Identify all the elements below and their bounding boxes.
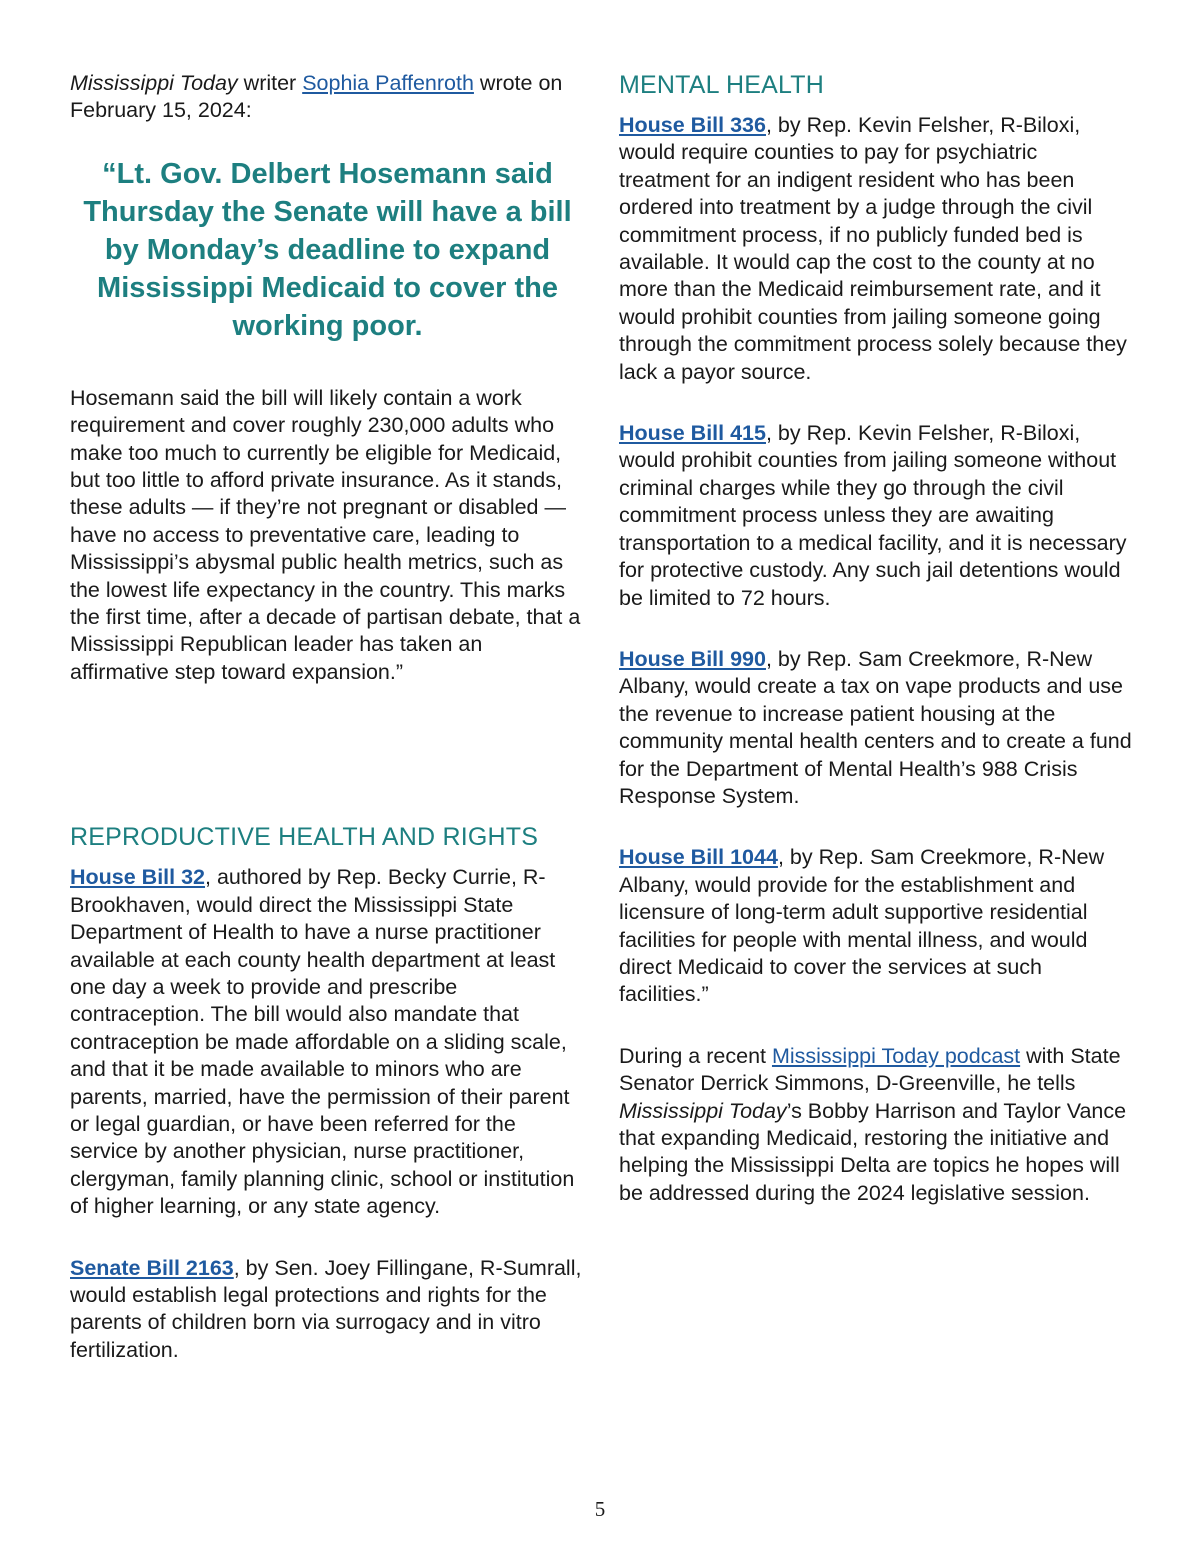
bill-description: , by Sen. Joey Fillingane, R-Sumrall, would establish legal protections and rights for the parents of children born via surrogacy and in vitro fertilization. xyxy=(70,1255,582,1362)
podcast-text-after: ’s Bobby Harrison and Taylor Vance that expanding Medicaid, restoring the initiative and helping the Mississippi Delta are topics he hopes will be addressed during the 2024 legislative session. xyxy=(619,1098,1127,1205)
intro-text-date: wrote on February 15, 2024: xyxy=(70,71,563,123)
bill-paragraph xyxy=(619,844,1134,1008)
left-column xyxy=(70,70,585,1398)
bill-description: , by Rep. Sam Creekmore, R-New Albany, would create a tax on vape products and use the revenue to increase patient housing at the community mental health centers and to create a fund for the Department of Mental Health’s 988 Crisis Response System. xyxy=(619,646,1132,808)
podcast-paragraph xyxy=(619,1043,1134,1207)
section-heading-mental-health: MENTAL HEALTH xyxy=(619,71,824,99)
bill-paragraph xyxy=(619,420,1134,612)
intro-text-writer: writer xyxy=(237,71,303,95)
bill-link-house-990[interactable]: House Bill 990 xyxy=(619,646,766,671)
page-number: 5 xyxy=(594,1497,606,1521)
podcast-text-mid: with State Senator Derrick Simmons, D-Greenville, he tells xyxy=(619,1043,1121,1096)
bill-paragraph xyxy=(70,1255,585,1365)
bill-link-senate-2163[interactable]: Senate Bill 2163 xyxy=(70,1255,234,1280)
author-link[interactable]: Sophia Paffenroth xyxy=(302,71,474,95)
bill-paragraph xyxy=(619,646,1134,810)
publication-name: Mississippi Today xyxy=(70,71,238,95)
pull-quote: “Lt. Gov. Delbert Hosemann said Thursday the Senate will have a bill by Monday’s deadline to expand Mississippi Medicaid to cover the working poor. xyxy=(83,157,572,342)
bill-paragraph xyxy=(619,112,1134,386)
podcast-text-before: During a recent xyxy=(619,1043,772,1068)
bill-description: , authored by Rep. Becky Currie, R-Brookhaven, would direct the Mississippi State Department of Health to have a nurse practitioner available at each county health department at least one day a week to provide and prescribe contraception. The bill would also mandate that contraception be made affordable on a sliding scale, and that it be made available to minors who are parents, married, have the permission of their parent or legal guardian, or have been referred for the service by another physician, nurse practitioner, clergyman, family planning clinic, school or institution of higher learning, or any state agency. xyxy=(70,865,575,1219)
bill-description: , by Rep. Kevin Felsher, R-Biloxi, would require counties to pay for psychiatric treatment for an indigent resident who has been ordered into treatment by a judge through the civil commitment process, if no publicly funded bed is available. It would cap the cost to the county at no more than the Medicaid reimbursement rate, and it would prohibit counties from jailing someone going through the commitment process solely because they lack a payor source. xyxy=(619,113,1127,384)
podcast-link[interactable]: Mississippi Today podcast xyxy=(771,1043,1021,1068)
section-heading-reproductive: REPRODUCTIVE HEALTH AND RIGHTS xyxy=(70,823,539,852)
intro-paragraph xyxy=(70,70,585,125)
bill-description: , by Rep. Kevin Felsher, R-Biloxi, would prohibit counties from jailing someone without criminal charges while they go through the civil commitment process unless they are awaiting transportation to a medical facility, and it is necessary for protective custody. Any such jail detentions would be limited to 72 hours. xyxy=(619,421,1127,610)
bill-paragraph xyxy=(70,864,585,1220)
bill-description: , by Rep. Sam Creekmore, R-New Albany, would provide for the establishment and licensure of long-term adult supportive residential facilities for people with mental illness, and would direct Medicaid to cover the services at such facilities.” xyxy=(619,845,1105,1007)
bill-link-house-32[interactable]: House Bill 32 xyxy=(70,865,206,890)
quote-body-paragraph: Hosemann said the bill will likely contain a work requirement and cover roughly 230,000 adults who make too much to currently be eligible for Medicaid, but too little to afford private insurance. As it stands, these adults — if they’re not pregnant or disabled — have no access to preventative care, leading to Mississippi’s abysmal public health metrics, such as the lowest life expectancy in the country. This marks the first time, after a decade of partisan debate, that a Mississippi Republican leader has taken an affirmative step toward expansion.” xyxy=(70,385,581,684)
bill-link-house-336[interactable]: House Bill 336 xyxy=(619,113,766,137)
right-column xyxy=(619,70,1134,1241)
bill-link-house-1044[interactable]: House Bill 1044 xyxy=(619,845,778,870)
bill-link-house-415[interactable]: House Bill 415 xyxy=(619,421,766,446)
publication-name: Mississippi Today xyxy=(619,1098,787,1123)
